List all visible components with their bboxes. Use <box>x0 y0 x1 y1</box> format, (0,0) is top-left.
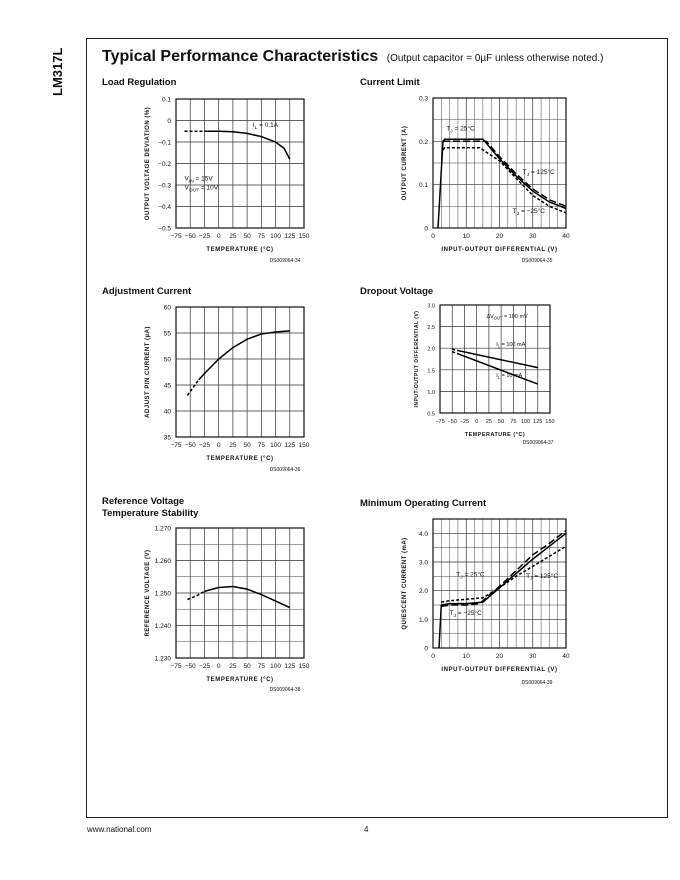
chart-annotation: $T_J = 25^\circ C$ <box>446 125 475 135</box>
x-tick-label: −75 <box>170 663 182 670</box>
x-tick-label: 125 <box>284 663 296 670</box>
chart-annotation: $I_L = 0.1A$ <box>252 121 279 131</box>
x-tick-label: −25 <box>459 419 470 425</box>
y-tick-label: 0.3 <box>418 95 428 103</box>
x-tick-label: 100 <box>270 663 281 670</box>
x-tick-label: −25 <box>198 442 210 449</box>
x-tick-label: 10 <box>462 233 470 240</box>
x-tick-label: 25 <box>485 419 492 425</box>
x-axis-label: INPUT-OUTPUT DIFFERENTIAL (V) <box>441 247 558 253</box>
chart-annotation: $T_J = 125^\circ C$ <box>526 572 559 582</box>
figure-code: DS009064-36 <box>269 467 301 473</box>
x-axis-label: TEMPERATURE (°C) <box>206 677 274 683</box>
chart-annotation: $T_J = -25^\circ C$ <box>512 207 545 217</box>
y-axis-label: INPUT-OUTPUT DIFFERENTIAL (V) <box>414 310 420 408</box>
x-tick-label: 50 <box>498 419 505 425</box>
chart-annotation: $\Delta V_{OUT} = 100$ mV <box>486 313 528 321</box>
x-tick-label: 50 <box>243 442 251 449</box>
chart-annotation: $V_{IN} = 15V$ <box>184 175 213 185</box>
x-axis-label: INPUT-OUTPUT DIFFERENTIAL (V) <box>441 667 558 673</box>
chart-annotation: $I_L = 10$ mA <box>496 373 523 380</box>
y-tick-label: 0.2 <box>418 138 428 146</box>
x-tick-label: 150 <box>545 419 555 425</box>
figure-code: DS009064-37 <box>522 440 554 446</box>
x-tick-label: −75 <box>170 233 182 240</box>
chart-title-dropout-voltage: Dropout Voltage <box>360 286 434 297</box>
x-tick-label: 40 <box>562 233 570 240</box>
y-tick-label: 1.0 <box>418 616 428 624</box>
x-tick-label: 0 <box>475 419 479 425</box>
chart-title-current-limit: Current Limit <box>360 77 420 88</box>
x-tick-label: 50 <box>243 233 251 240</box>
x-tick-label: −50 <box>184 233 196 240</box>
page-subtitle: (Output capacitor = 0µF unless otherwise noted.) <box>386 53 604 64</box>
footer-page-number: 4 <box>364 825 369 834</box>
x-tick-label: 75 <box>257 233 265 240</box>
x-tick-label: 20 <box>495 233 504 240</box>
y-tick-label: 0.1 <box>418 182 428 190</box>
y-tick-label: −0.5 <box>158 225 171 233</box>
x-tick-label: 150 <box>298 442 310 449</box>
x-tick-label: 75 <box>510 419 517 425</box>
x-tick-label: −50 <box>447 419 457 425</box>
y-tick-label: 40 <box>163 408 171 416</box>
x-axis-label: TEMPERATURE (°C) <box>206 456 274 462</box>
y-tick-label: −0.1 <box>158 139 171 147</box>
x-tick-label: 100 <box>520 419 531 425</box>
side-part-number-text: LM317L <box>50 47 65 96</box>
x-tick-label: 30 <box>529 653 537 660</box>
y-axis-label: ADJUST PIN CURRENT (µA) <box>145 326 151 418</box>
x-axis-label: TEMPERATURE (°C) <box>206 247 274 253</box>
y-tick-label: 1.5 <box>427 368 435 375</box>
x-tick-label: −25 <box>198 663 210 670</box>
x-tick-label: 0 <box>431 653 435 660</box>
y-tick-label: 3.0 <box>427 303 435 310</box>
figure-code: DS009064-34 <box>269 258 301 264</box>
y-tick-label: 0.1 <box>161 96 171 104</box>
chart-title-load-regulation: Load Regulation <box>102 77 177 88</box>
figure-code: DS009064-35 <box>521 258 553 264</box>
x-tick-label: 10 <box>462 653 470 660</box>
x-tick-label: 0 <box>216 442 221 449</box>
y-tick-label: 1.240 <box>154 623 171 630</box>
y-tick-label: 1.250 <box>154 590 171 598</box>
y-axis-label: OUTPUT CURRENT (A) <box>402 125 408 201</box>
y-tick-label: 35 <box>163 434 171 442</box>
y-tick-label: 60 <box>163 304 171 312</box>
y-tick-label: 1.230 <box>154 655 171 663</box>
x-tick-label: 125 <box>284 442 296 449</box>
x-tick-label: 20 <box>495 653 504 660</box>
x-axis-label: TEMPERATURE (°C) <box>464 432 526 438</box>
chart-title-adjustment-current: Adjustment Current <box>102 286 192 297</box>
x-tick-label: 125 <box>284 233 296 240</box>
x-tick-label: 50 <box>243 663 251 670</box>
page-title: Typical Performance Characteristics <box>102 48 379 65</box>
figure-code: DS009064-39 <box>521 680 553 686</box>
x-tick-label: 25 <box>229 663 237 670</box>
series-line-tj-25-c <box>441 531 566 607</box>
y-tick-label: 1.0 <box>427 389 435 396</box>
x-tick-label: 100 <box>270 442 281 449</box>
y-tick-label: 55 <box>163 330 171 338</box>
chart-annotation: $I_L = 100$ mA <box>496 342 526 349</box>
y-tick-label: −0.2 <box>158 161 171 168</box>
y-tick-label: 2.0 <box>427 346 435 353</box>
x-tick-label: 25 <box>229 233 237 240</box>
x-tick-label: 150 <box>298 233 310 240</box>
figure-code: DS009064-38 <box>269 687 301 693</box>
x-tick-label: −50 <box>184 663 196 670</box>
y-axis-label: REFERENCE VOLTAGE (V) <box>145 549 151 637</box>
x-tick-label: 40 <box>562 653 570 660</box>
x-tick-label: 150 <box>298 663 310 670</box>
x-tick-label: 75 <box>257 663 265 670</box>
chart-title-minimum-operating-current: Minimum Operating Current <box>360 498 487 509</box>
chart-annotation: $T_J = -25^\circ C$ <box>449 610 482 619</box>
y-tick-label: 0.5 <box>427 411 435 418</box>
y-tick-label: 4.0 <box>418 530 428 538</box>
y-tick-label: 50 <box>163 356 171 364</box>
x-tick-label: −50 <box>184 442 196 449</box>
y-tick-label: 1.270 <box>154 525 171 533</box>
x-tick-label: 0 <box>216 233 221 240</box>
x-tick-label: −75 <box>170 442 182 449</box>
y-tick-label: 45 <box>163 382 171 390</box>
x-tick-label: −25 <box>198 233 210 240</box>
y-tick-label: 0 <box>424 225 428 233</box>
y-axis-label: QUIESCENT CURRENT (mA) <box>402 537 408 630</box>
y-tick-label: 2.0 <box>418 588 428 596</box>
y-tick-label: 0 <box>424 645 428 653</box>
y-tick-label: −0.4 <box>158 204 171 211</box>
x-tick-label: −75 <box>435 419 445 425</box>
x-tick-label: 125 <box>533 419 543 425</box>
x-tick-label: 75 <box>257 442 265 449</box>
chart-annotation: $V_{OUT} = 10V$ <box>184 184 219 194</box>
y-tick-label: 2.5 <box>427 325 435 332</box>
y-tick-label: 3.0 <box>418 559 428 567</box>
y-axis-label: OUTPUT VOLTAGE DEVIATION (%) <box>145 106 151 221</box>
footer-website[interactable]: www.national.com <box>87 825 152 834</box>
y-tick-label: −0.3 <box>158 182 171 190</box>
x-tick-label: 25 <box>229 442 237 449</box>
chart-annotation: $T_J = 125^\circ C$ <box>522 168 555 178</box>
x-tick-label: 0 <box>216 663 221 670</box>
y-tick-label: 1.260 <box>154 558 171 565</box>
x-tick-label: 30 <box>529 233 537 240</box>
y-tick-label: 0 <box>167 118 171 125</box>
chart-title-reference-voltage: Reference Voltage Temperature Stability <box>102 496 199 519</box>
x-tick-label: 100 <box>270 233 281 240</box>
x-tick-label: 0 <box>431 233 435 240</box>
chart-annotation: $T_J = 25^\circ C$ <box>456 571 485 581</box>
